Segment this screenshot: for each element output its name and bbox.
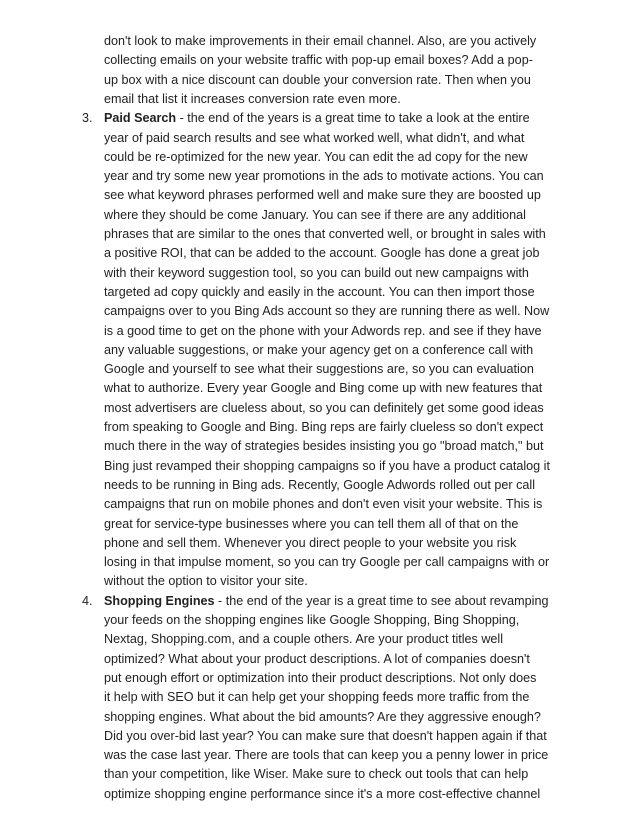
line-text: was the case last year. There are tools that can keep you a penny lower in price: [104, 748, 549, 763]
list-number: 3.: [82, 111, 93, 126]
paragraph-line: [0, 514, 638, 534]
line-text: losing in that impulse moment, so you can try Google per call campaigns with or: [104, 555, 550, 570]
paragraph-line: [0, 378, 638, 398]
paragraph-line: [0, 436, 638, 456]
paragraph-line: [0, 668, 638, 688]
line-text: put enough effort or optimization into their product descriptions. Not only does: [104, 670, 537, 685]
paragraph-line: [0, 89, 638, 109]
line-text: see what keyword phrases performed well and make sure they are boosted up: [104, 188, 541, 203]
line-text: optimize shopping engine performance since it's a more cost-effective channel: [104, 786, 541, 801]
line-text: could be re-optimized for the new year. You can edit the ad copy for the new: [104, 149, 528, 164]
paragraph-line: [0, 417, 638, 437]
line-text: phone and sell them. Whenever you direct people to your website you risk: [104, 535, 517, 550]
line-text: than your competition, like Wiser. Make sure to check out tools that can help: [104, 767, 529, 782]
paragraph-line: [0, 321, 638, 341]
line-text: needs to be running in Bing ads. Recently, Google Adwords rolled out per call: [104, 477, 536, 492]
line-text: much there in the way of strategies besides insisting you go "broad match," but: [104, 439, 544, 454]
line-text: Nextag, Shopping.com, and a couple others. Are your product titles well: [104, 632, 504, 647]
paragraph-line: [0, 475, 638, 495]
list-item-first-line: [0, 591, 638, 611]
list-number: 4.: [82, 593, 93, 608]
line-text: up box with a nice discount can double your conversion rate. Then when you: [104, 72, 531, 87]
paragraph-line: [0, 494, 638, 514]
paragraph-line: [0, 533, 638, 553]
line-text: from speaking to Google and Bing. Bing reps are fairly clueless so don't expect: [104, 420, 544, 434]
paragraph-line: [0, 147, 638, 167]
paragraph-line: [0, 70, 638, 90]
paragraph-line: [0, 629, 638, 649]
line-text-rest: - the end of the year is a great time to see about revamping: [214, 593, 549, 608]
paragraph-line: [0, 263, 638, 283]
line-text: [104, 591, 548, 611]
paragraph-line: [0, 552, 638, 572]
line-text: email that list it increases conversion rate even more.: [104, 91, 401, 106]
line-text: with their keyword suggestion tool, so you can build out new campaigns with: [104, 265, 529, 280]
line-text: great for service-type businesses where you can tell them all of that on the: [104, 516, 519, 531]
paragraph-line: [0, 571, 638, 591]
paragraph-line: [0, 282, 638, 302]
line-text: Bing just revamped their shopping campaigns so if you have a product catalog it: [104, 458, 550, 473]
paragraph-line: [0, 687, 638, 707]
paragraph-line: [0, 456, 638, 476]
line-text: don't look to make improvements in their email channel. Also, are you actively: [104, 34, 537, 48]
paragraph-line: [0, 50, 638, 70]
paragraph-line: [0, 726, 638, 746]
paragraph-line: [0, 764, 638, 784]
paragraph-line: [0, 784, 638, 804]
paragraph-line: [0, 745, 638, 765]
paragraph-line: [0, 340, 638, 360]
line-text: year of paid search results and see what worked well, what didn't, and what: [104, 130, 525, 145]
paragraph-line: [0, 707, 638, 727]
paragraph-line: [0, 398, 638, 418]
line-text: year and try some new year promotions in the ads to motivate actions. You can: [104, 169, 544, 184]
line-text: shopping engines. What about the bid amounts? Are they aggressive enough?: [104, 709, 541, 724]
line-text: where they should be come January. You can see if there are any additional: [104, 207, 526, 222]
line-text: phrases that are similar to the ones that converted well, or brought in sales with: [104, 227, 546, 241]
line-text: Did you over-bid last year? You can make sure that doesn't happen again if that: [104, 728, 547, 743]
list-item-label: Paid Search: [104, 111, 177, 126]
line-text: what to authorize. Every year Google and Bing come up with new features that: [104, 381, 543, 396]
line-text: your feeds on the shopping engines like Google Shopping, Bing Shopping,: [104, 613, 520, 627]
paragraph-line: [0, 205, 638, 225]
line-text: campaigns over to you Bing Ads account so they are running there as well. Now: [104, 304, 550, 319]
paragraph-line: [0, 359, 638, 379]
line-text: it help with SEO but it can help get your shopping feeds more traffic from the: [104, 690, 530, 705]
line-text: most advertisers are clueless about, so you can definitely get some good ideas: [104, 400, 544, 415]
paragraph-line: [0, 224, 638, 244]
paragraph-line: [0, 649, 638, 669]
line-text: campaigns that run on mobile phones and don't even visit your website. This is: [104, 497, 543, 512]
paragraph-line: [0, 301, 638, 321]
line-text: any valuable suggestions, or make your agency get on a conference call with: [104, 342, 534, 357]
line-text-rest: - the end of the years is a great time to take a look at the entire: [176, 111, 530, 126]
list-item-first-line: [0, 108, 638, 128]
paragraph-line: [0, 243, 638, 263]
line-text: is a good time to get on the phone with your Adwords rep. and see if they have: [104, 323, 542, 338]
line-text: [104, 108, 530, 128]
paragraph-line: [0, 166, 638, 186]
line-text: a positive ROI, that can be added to the account. Google has done a great job: [104, 246, 540, 261]
paragraph-line: [0, 185, 638, 205]
line-text: collecting emails on your website traffic with pop-up email boxes? Add a pop-: [104, 53, 533, 68]
line-text: Google and yourself to see what their suggestions are, so you can evaluation: [104, 362, 534, 377]
paragraph-line: [0, 31, 638, 51]
line-text: without the option to visitor your site.: [104, 574, 308, 589]
paragraph-line: [0, 610, 638, 630]
line-text: targeted ad copy quickly and easily in the account. You can then import those: [104, 284, 535, 299]
list-item-label: Shopping Engines: [104, 593, 215, 608]
paragraph-line: [0, 128, 638, 148]
line-text: optimized? What about your product descriptions. A lot of companies doesn't: [104, 651, 530, 666]
